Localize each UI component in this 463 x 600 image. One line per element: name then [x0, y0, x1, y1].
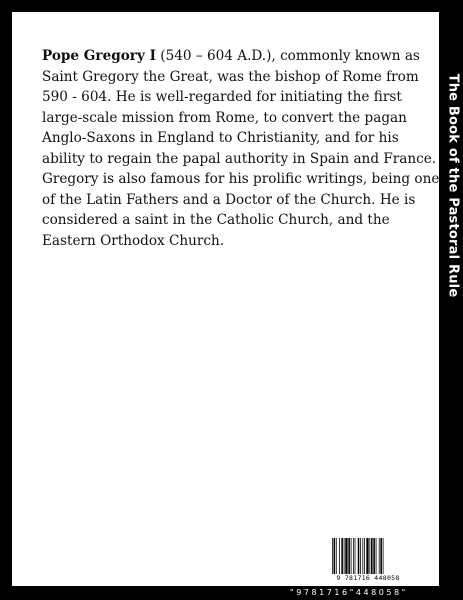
- barcode-bar: [344, 538, 345, 574]
- barcode-bar: [369, 538, 370, 574]
- description-text: (540 – 604 A.D.), commonly known as Saint Gregory the Great, was the bishop of Rome from 590 - 604. He is well-regarded for initiating the first large-scale mission from Rome, to convert the pagan Anglo-Saxons in England to Christianity, and for his ability to regain the papal authority in Spain and France. Gregory is also famous for his prolific writings, being one of the Latin Fathers and a Doctor of the Church. He is considered a saint in the Catholic Church, and the Eastern Orthodox Church.: [42, 48, 440, 249]
- back-cover-page: [12, 12, 439, 586]
- spine-title: The Book of the Pastoral Rule: [445, 73, 461, 298]
- barcode-bar: [353, 538, 354, 574]
- barcode-bar: [358, 538, 360, 574]
- barcode-bar: [371, 538, 373, 574]
- barcode-bar: [348, 538, 350, 574]
- barcode-bar: [339, 538, 340, 574]
- description-paragraph: [42, 46, 442, 251]
- barcode-bar: [355, 538, 356, 574]
- barcode-bar: [336, 538, 337, 574]
- barcode-bar: [376, 538, 377, 574]
- barcode-bars: [332, 538, 404, 574]
- barcode-bar: [351, 538, 352, 574]
- barcode-bar: [334, 538, 336, 574]
- barcode-bar: [373, 538, 375, 574]
- barcode-bar: [345, 538, 347, 574]
- barcode-bar: [380, 538, 382, 574]
- bottom-edge-text: " 9 7 8 1 7 1 6 " 4 4 8 0 5 8 ": [290, 588, 406, 597]
- barcode-bar: [383, 538, 384, 574]
- barcode-bar: [366, 538, 368, 574]
- isbn-number: 9 781716 448058: [336, 574, 400, 582]
- barcode-bar: [362, 538, 363, 574]
- isbn-barcode: [328, 532, 408, 584]
- barcode-bar: [332, 538, 333, 574]
- book-spine: [443, 0, 463, 600]
- barcode-bar: [379, 538, 380, 574]
- barcode-bar: [341, 538, 343, 574]
- barcode-bar: [364, 538, 365, 574]
- subject-name: Pope Gregory I: [42, 48, 156, 64]
- barcode-bar: [360, 538, 361, 574]
